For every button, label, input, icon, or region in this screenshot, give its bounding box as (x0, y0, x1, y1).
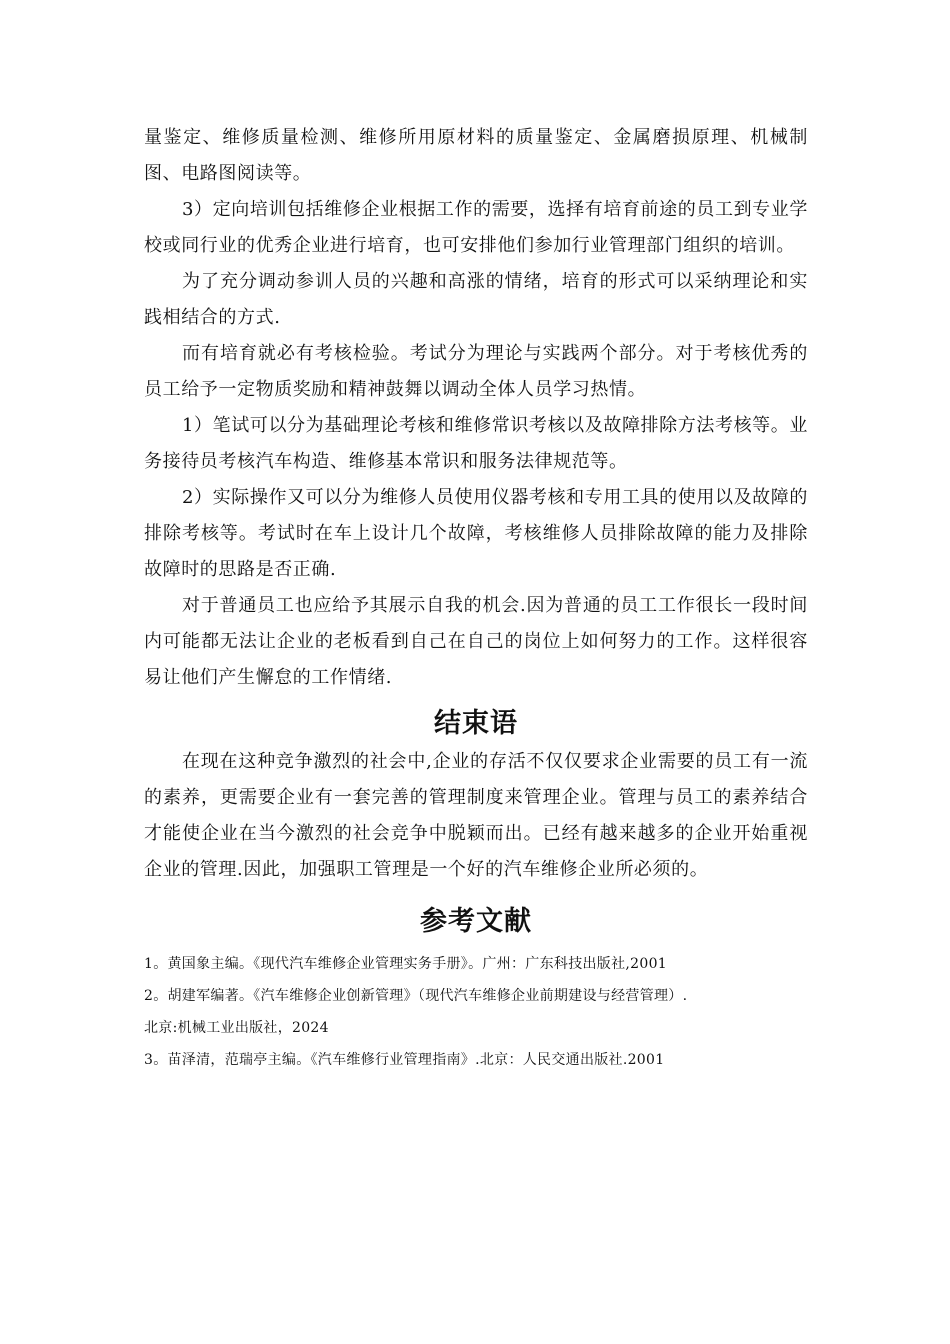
body-text (144, 120, 808, 696)
conclusion-title: 结束语 (434, 708, 518, 739)
paragraph-2: 3）定向培训包括维修企业根据工作的需要，选择有培育前途的员工到专业学校或同行业的优秀企业进行培育，也可安排他们参加行业管理部门组织的培训。 (144, 199, 808, 256)
references-list (144, 948, 808, 1076)
paragraph-5: 1）笔试可以分为基础理论考核和维修常识考核以及故障排除方法考核等。业务接待员考核汽车构造、维修基本常识和服务法律规范等。 (144, 415, 808, 472)
paragraph-7: 对于普通员工也应给予其展示自我的机会.因为普通的员工工作很长一段时间内可能都无法让企业的老板看到自己在自己的岗位上如何努力的工作。这样很容易让他们产生懈怠的工作情绪. (144, 595, 808, 688)
reference-item: 2。胡建军编著。《汽车维修企业创新管理》（现代汽车维修企业前期建设与经营管理）. (144, 988, 688, 1004)
reference-item: 1。黄国象主编。《现代汽车维修企业管理实务手册》。广州：广东科技出版社,2001 (144, 956, 667, 972)
reference-item: 北京:机械工业出版社，2024 (144, 1020, 329, 1036)
paragraph-6: 2）实际操作又可以分为维修人员使用仪器考核和专用工具的使用以及故障的排除考核等。考试时在车上设计几个故障，考核维修人员排除故障的能力及排除故障时的思路是否正确. (144, 487, 808, 580)
conclusion-paragraph: 在现在这种竞争激烈的社会中,企业的存活不仅仅要求企业需要的员工有一流的素养，更需要企业有一套完善的管理制度来管理企业。管理与员工的素养结合才能使企业在当今激烈的社会竞争中脱颖而出。已经有越来越多的企业开始重视企业的管理.因此，加强职工管理是一个好的汽车维修企业所必须的。 (144, 751, 808, 880)
paragraph-3: 为了充分调动参训人员的兴趣和高涨的情绪，培育的形式可以采纳理论和实践相结合的方式. (144, 271, 808, 328)
paragraph-4: 而有培育就必有考核检验。考试分为理论与实践两个部分。对于考核优秀的员工给予一定物质奖励和精神鼓舞以调动全体人员学习热情。 (144, 343, 808, 400)
references-title: 参考文献 (420, 906, 532, 937)
paragraph-1: 量鉴定、维修质量检测、维修所用原材料的质量鉴定、金属磨损原理、机械制图、电路图阅读等。 (144, 127, 808, 184)
conclusion-section (144, 744, 808, 888)
reference-item: 3。苗泽清，范瑞亭主编。《汽车维修行业管理指南》.北京：人民交通出版社.2001 (144, 1052, 665, 1068)
page-content (144, 120, 808, 1076)
